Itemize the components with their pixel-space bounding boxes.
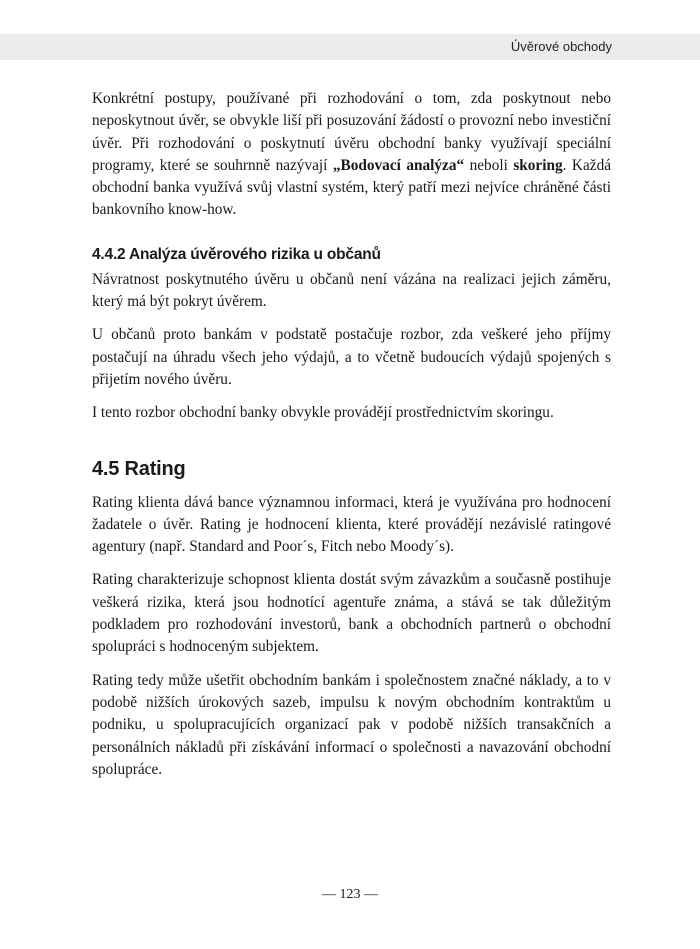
term-skoring: skoring <box>513 156 563 174</box>
paragraph: U občanů proto bankám v podstatě postačuje rozbor, zda veškeré jeho příjmy postačují na úhradu všech jeho výdajů, a to včetně budoucích výdajů spojených s přijetím nového úvěru. <box>92 326 611 388</box>
paragraph: Rating charakterizuje schopnost klienta dostát svým závazkům a současně postihuje veškerá rizika, která jsou hodnotící agentuře známa, a stává se tak důležitým podkladem pro rozhodování investorů, bank a obchodních partnerů o obchodní spolupráci s hodnoceným subjektem. <box>92 571 611 656</box>
paragraph: Rating klienta dává bance významnou informaci, která je využívána pro hodnocení žadatele o úvěr. Rating je hodnocení klienta, které provádějí nezávislé ratingové agentury (např. Standard and Poor´s, Fitch nebo Moody´s). <box>92 493 611 556</box>
paragraph: I tento rozbor obchodní banky obvykle provádějí prostřednictvím skoringu. <box>92 404 554 422</box>
page-body <box>92 88 611 781</box>
paragraph: Návratnost poskytnutého úvěru u občanů není vázána na realizaci jejich záměru, který má být pokryt úvěrem. <box>92 270 611 311</box>
intro-text-3: . Každá obchodní banka využívá svůj vlastní systém, který patří mezi nejvíce chráněné části bankovního know-how. <box>92 156 612 219</box>
page-number: — 123 — <box>322 887 378 902</box>
section-heading-4-4-2: 4.4.2 Analýza úvěrového rizika u občanů <box>92 245 381 263</box>
intro-text-2: neboli <box>464 156 514 174</box>
running-head: Úvěrové obchody <box>510 39 612 54</box>
intro-text-1: Konkrétní postupy, používané při rozhodování o tom, zda poskytnout nebo neposkytnout úvěr, se obvykle liší při posuzování žádostí o provozní nebo investiční úvěr. Při rozhodování o poskytnutí úvěru obchodní banky využívají speciální programy, které se souhrnně nazývají <box>92 90 611 174</box>
term-bodovaci-analyza: „Bodovací analýza“ <box>332 156 465 174</box>
section-heading-4-5: 4.5 Rating <box>92 457 186 480</box>
paragraph: Rating tedy může ušetřit obchodním bankám i společnostem značné náklady, a to v podobě nižších úrokových sazeb, impulsu k novým obchodním kontraktům u podniku, u spolupracujících organizací pak v podobě nižších transakčních a personálních nákladů při získávání informací o společnosti a navazování obchodní spolupráce. <box>92 671 611 778</box>
intro-paragraph <box>92 88 611 222</box>
